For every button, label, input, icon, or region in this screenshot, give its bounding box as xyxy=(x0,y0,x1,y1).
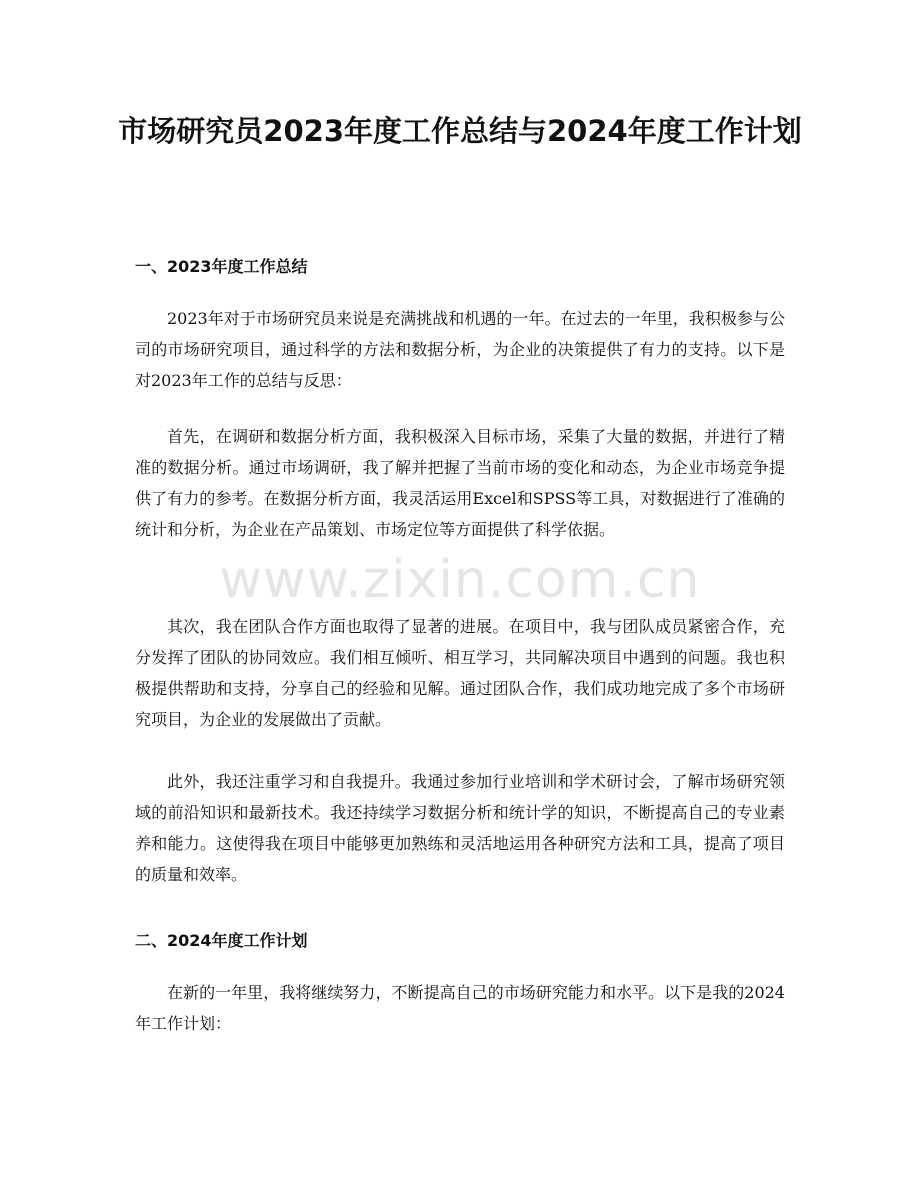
paragraph-research-analysis: 首先，在调研和数据分析方面，我积极深入目标市场，采集了大量的数据，并进行了精准的数据分析。通过市场调研，我了解并把握了当前市场的变化和动态，为企业市场竞争提供了有力的参考。在数据分析方面，我灵活运用Excel和SPSS等工具，对数据进行了准确的统计和分析，为企业在产品策划、市场定位等方面提供了科学依据。 xyxy=(135,427,785,539)
paragraph-self-improvement: 此外，我还注重学习和自我提升。我通过参加行业培训和学术研讨会，了解市场研究领域的前沿知识和最新技术。我还持续学习数据分析和统计学的知识，不断提高自己的专业素养和能力。这使得我在项目中能够更加熟练和灵活地运用各种研究方法和工具，提高了项目的质量和效率。 xyxy=(135,772,785,884)
page-title: 市场研究员2023年度工作总结与2024年度工作计划 xyxy=(118,114,802,148)
paragraph-plan-intro: 在新的一年里，我将继续努力，不断提高自己的市场研究能力和水平。以下是我的2024年工作计划： xyxy=(135,983,785,1033)
paragraph-teamwork: 其次，我在团队合作方面也取得了显著的进展。在项目中，我与团队成员紧密合作，充分发挥了团队的协同效应。我们相互倾听、相互学习，共同解决项目中遇到的问题。我也积极提供帮助和支持，分享自己的经验和见解。通过团队合作，我们成功地完成了多个市场研究项目，为企业的发展做出了贡献。 xyxy=(135,617,785,729)
paragraph-intro: 2023年对于市场研究员来说是充满挑战和机遇的一年。在过去的一年里，我积极参与公司的市场研究项目，通过科学的方法和数据分析，为企业的决策提供了有力的支持。以下是对2023年工作的总结与反思： xyxy=(135,309,785,390)
section-heading-plan: 二、2024年度工作计划 xyxy=(135,931,308,950)
section-heading-summary: 一、2023年度工作总结 xyxy=(135,257,308,276)
watermark-text: www.zixin.com.cn xyxy=(219,550,701,610)
